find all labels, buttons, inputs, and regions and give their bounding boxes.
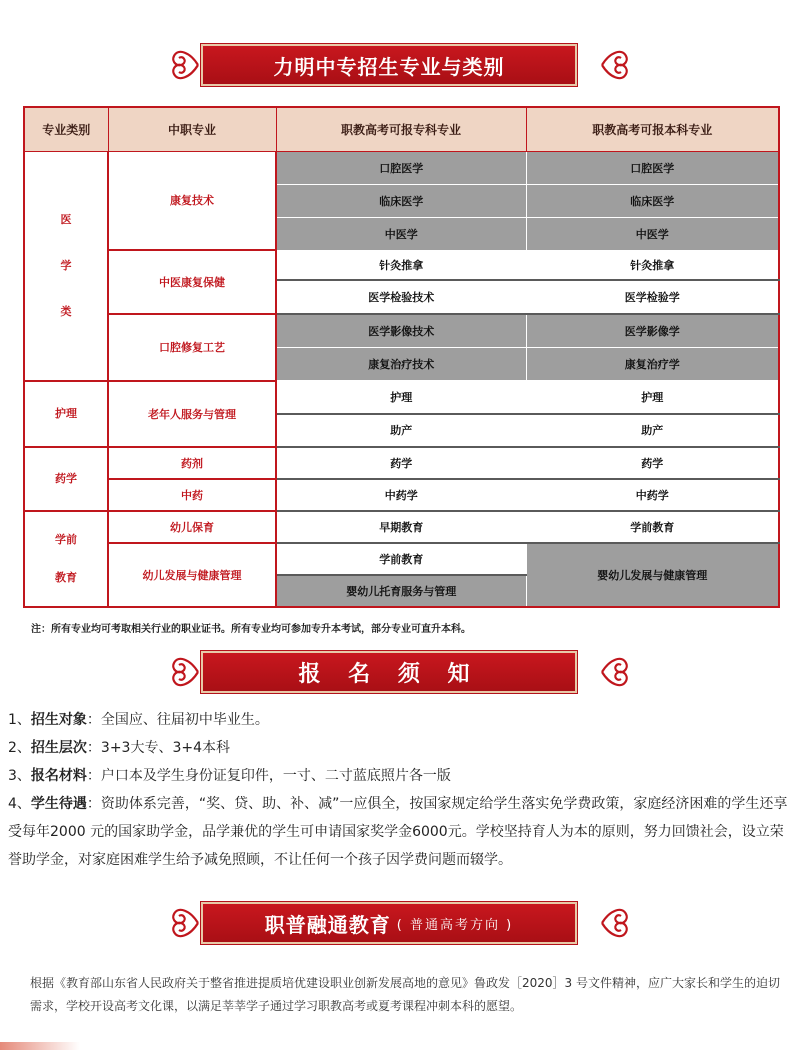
mid-major-elder: 老年人服务与管理 [108, 381, 276, 447]
table-cell: 护理 [526, 381, 779, 414]
category-nursing: 护理 [24, 381, 108, 447]
item-label: 招生对象 [30, 712, 87, 728]
item-text: ：3+3大专、3+4本科 [86, 740, 231, 756]
section-banner-majors [0, 40, 800, 90]
table-cell: 口腔医学 [276, 151, 526, 184]
table-header: 职教高考可报本科专业 [526, 107, 779, 151]
table-cell: 早期教育 [276, 511, 526, 543]
table-cell: 康复治疗学 [526, 347, 779, 380]
list-item [8, 790, 792, 874]
ornament-right-icon [598, 898, 632, 948]
table-cell: 学前教育 [276, 543, 526, 575]
item-text: ：全国应、往届初中毕业生。 [86, 712, 269, 728]
section-title-general-vocational [201, 902, 577, 944]
table-cell: 临床医学 [276, 184, 526, 217]
table-cell: 康复治疗技术 [276, 347, 526, 380]
mid-major-child-dev: 幼儿发展与健康管理 [108, 543, 276, 607]
section-banner-general-vocational [0, 898, 800, 948]
list-item [8, 706, 792, 734]
mid-major-pharm: 药剂 [108, 447, 276, 479]
table-cell: 护理 [276, 381, 526, 414]
table-row [24, 543, 779, 575]
table-cell: 婴幼儿托育服务与管理 [276, 575, 526, 607]
table-row [24, 381, 779, 414]
table-header: 职教高考可报专科专业 [276, 107, 526, 151]
table-cell: 婴幼儿发展与健康管理 [526, 543, 779, 607]
table-note: 注：所有专业均可考取相关行业的职业证书。所有专业均可参加专升本考试，部分专业可直升本科。 [31, 624, 471, 635]
table-cell: 口腔医学 [526, 151, 779, 184]
ornament-left-icon [168, 40, 202, 90]
table-cell: 针灸推拿 [526, 250, 779, 280]
category-medical: 医 学 类 [24, 151, 108, 380]
table-row [24, 250, 779, 280]
mid-major-tcm-rehab: 中医康复保健 [108, 250, 276, 314]
majors-table [23, 106, 780, 608]
table-header-row [24, 107, 779, 151]
table-cell: 中药学 [276, 479, 526, 511]
table-header: 中职专业 [108, 107, 276, 151]
table-row [24, 151, 779, 184]
table-cell: 医学影像学 [526, 314, 779, 347]
ornament-left-icon [168, 898, 202, 948]
category-preschool: 学前 教育 [24, 511, 108, 607]
ornament-left-icon [168, 647, 202, 697]
section-title-majors: 力明中专招生专业与类别 [201, 44, 577, 86]
item-number: 4、 [8, 796, 31, 812]
table-cell: 助产 [276, 414, 526, 447]
mid-major-oral: 口腔修复工艺 [108, 314, 276, 380]
table-cell: 医学检验技术 [276, 280, 526, 314]
list-item [8, 762, 792, 790]
table-row [24, 314, 779, 347]
item-label: 学生待遇 [30, 796, 87, 812]
table-cell: 医学检验学 [526, 280, 779, 314]
item-text: ：资助体系完善，“奖、贷、助、补、减”一应俱全，按国家规定给学生落实免学费政策，家庭经济困难的学生还享受每年2000 元的国家助学金，品学兼优的学生可申请国家奖学金6000元。学校坚持育人为本的原则，努力回馈社会，设立荣誉助学金，对家庭困难学生给予减免照顾，不让任何一个孩子因学费问题而辍学。 [8, 796, 788, 868]
table-cell: 学前教育 [526, 511, 779, 543]
mid-major-childcare: 幼儿保育 [108, 511, 276, 543]
table-cell: 针灸推拿 [276, 250, 526, 280]
mid-major-rehab: 康复技术 [108, 151, 276, 250]
section-subtitle: ( 普通高考方向 ) [396, 917, 514, 933]
table-row [24, 447, 779, 479]
table-cell: 中药学 [526, 479, 779, 511]
mid-major-tcm: 中药 [108, 479, 276, 511]
item-text: ：户口本及学生身份证复印件，一寸、二寸蓝底照片各一版 [86, 768, 451, 784]
table-cell: 中医学 [276, 217, 526, 250]
item-number: 1、 [8, 712, 31, 728]
item-number: 2、 [8, 740, 31, 756]
list-item [8, 734, 792, 762]
item-number: 3、 [8, 768, 31, 784]
ornament-right-icon [598, 40, 632, 90]
table-row [24, 479, 779, 511]
item-label: 招生层次 [30, 740, 87, 756]
enrollment-notices [8, 706, 792, 874]
section-title-main: 职普融通教育 [264, 912, 391, 937]
table-cell: 医学影像技术 [276, 314, 526, 347]
table-cell: 临床医学 [526, 184, 779, 217]
table-cell: 药学 [526, 447, 779, 479]
category-pharmacy: 药学 [24, 447, 108, 511]
table-row [24, 511, 779, 543]
item-label: 报名材料 [30, 768, 87, 784]
bottom-decoration [0, 1042, 80, 1050]
table-cell: 助产 [526, 414, 779, 447]
section-title-enrollment: 报 名 须 知 [201, 651, 577, 693]
table-cell: 药学 [276, 447, 526, 479]
section-banner-enrollment [0, 647, 800, 697]
table-cell: 中医学 [526, 217, 779, 250]
policy-paragraph: 根据《教育部山东省人民政府关于整省推进提质培优建设职业创新发展高地的意见》鲁政发［2020］3 号文件精神，应广大家长和学生的迫切需求，学校开设高考文化课，以满足莘莘学子通过学习职教高考或夏考课程冲刺本科的愿望。 [30, 976, 780, 1013]
table-header: 专业类别 [24, 107, 108, 151]
ornament-right-icon [598, 647, 632, 697]
